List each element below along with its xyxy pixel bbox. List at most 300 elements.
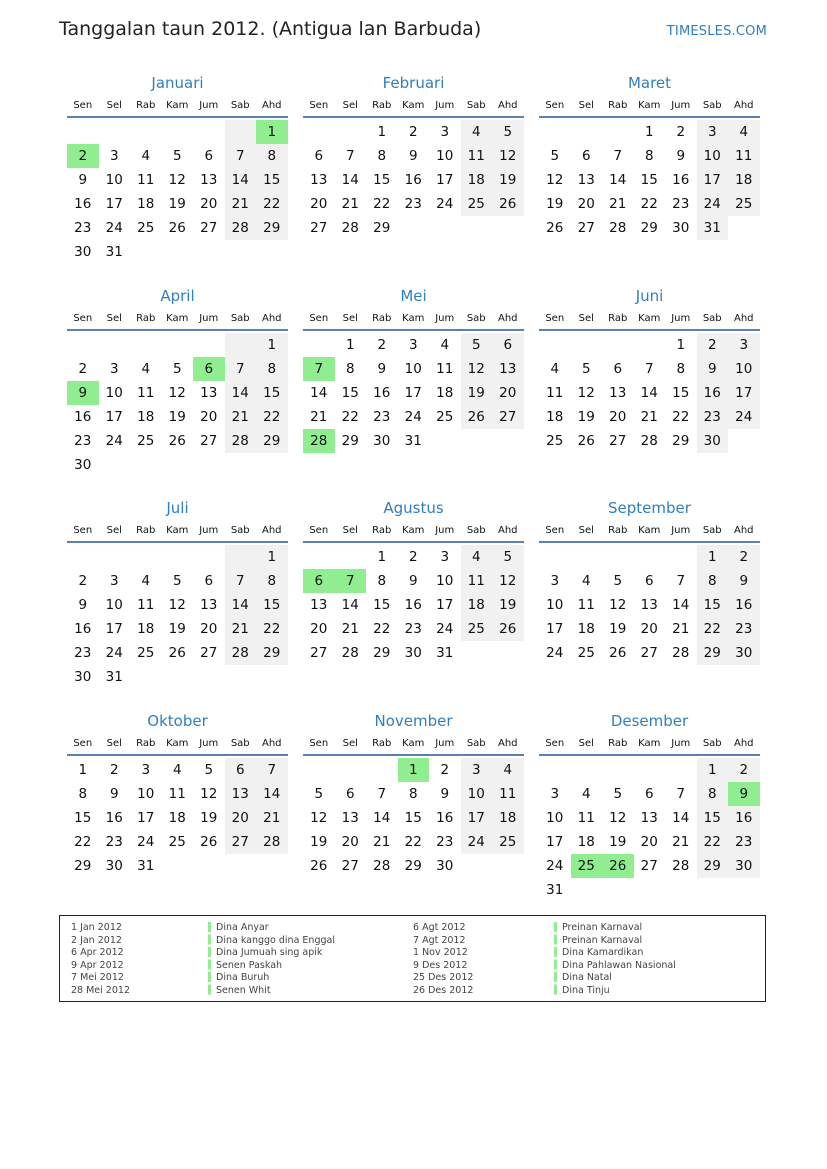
day-cell: 7 — [225, 569, 257, 593]
empty-cell — [225, 545, 257, 569]
day-cell: 14 — [225, 381, 257, 405]
day-cell: 5 — [550, 148, 560, 164]
weekday-label: Sen — [73, 525, 93, 536]
day-cell: 19 — [200, 809, 218, 826]
day-cell: 29 — [373, 645, 391, 661]
day-cell: 9 — [697, 357, 729, 381]
month-title: Desember — [610, 711, 689, 730]
weekday-label: Kam — [402, 100, 425, 111]
day-cell: 14 — [609, 172, 627, 188]
day-cell: 10 — [697, 144, 729, 168]
weekday-label: Sen — [545, 312, 565, 324]
weekday-label: Jum — [671, 100, 691, 111]
day-cell: 13 — [492, 357, 524, 381]
weekday-label: Rab — [608, 525, 628, 536]
day-cell: 24 — [546, 645, 564, 661]
empty-cell — [225, 665, 257, 689]
legend-dates-right — [413, 922, 473, 997]
day-cell: 8 — [676, 360, 686, 377]
weekday-label: Kam — [166, 737, 189, 749]
day-cell: 5 — [172, 148, 182, 164]
day-cell: 26 — [168, 645, 186, 661]
legend-date: 7 Mei 2012 — [71, 972, 124, 983]
day-cell: 25 — [436, 408, 454, 425]
day-cell: 3 — [697, 120, 729, 144]
legend-date: 25 Des 2012 — [413, 972, 474, 983]
empty-cell — [193, 854, 225, 878]
day-cell: 21 — [640, 408, 658, 425]
day-cell: 18 — [577, 621, 595, 637]
day-cell: 16 — [404, 172, 422, 188]
empty-cell — [571, 333, 603, 357]
day-cell: 12 — [310, 809, 328, 826]
day-cell: 7 — [256, 758, 288, 782]
day-cell: 4 — [141, 148, 151, 164]
empty-cell — [193, 120, 225, 144]
day-cell: 8 — [256, 569, 288, 593]
day-cell: 14 — [225, 168, 257, 192]
day-cell: 5 — [492, 120, 524, 144]
weekday-label: Jum — [435, 525, 455, 536]
day-cell: 3 — [141, 761, 151, 778]
empty-cell — [162, 240, 194, 264]
day-cell: 10 — [728, 357, 760, 381]
day-cell: 1 — [676, 336, 686, 353]
day-cell: 13 — [341, 809, 359, 826]
day-cell: 26 — [609, 645, 627, 661]
day-cell: 16 — [728, 593, 760, 617]
weekday-label: Kam — [402, 737, 425, 749]
day-cell: 7 — [676, 785, 686, 802]
day-cell: 21 — [341, 196, 359, 212]
weekday-label: Kam — [638, 737, 661, 749]
empty-cell — [67, 333, 99, 357]
month-title: Januari — [151, 74, 204, 92]
day-cell: 18 — [577, 833, 595, 850]
day-cell: 4 — [141, 360, 151, 377]
day-grid — [303, 545, 524, 665]
day-cell: 24 — [404, 408, 422, 425]
empty-cell — [162, 545, 194, 569]
day-cell: 27 — [640, 857, 658, 874]
day-cell: 23 — [728, 830, 760, 854]
month-november — [303, 708, 524, 921]
weekday-label: Sel — [106, 100, 122, 111]
empty-cell — [193, 545, 225, 569]
day-cell: 13 — [609, 384, 627, 401]
day-cell: 17 — [105, 408, 123, 425]
day-cell: 5 — [461, 333, 493, 357]
day-cell: 8 — [697, 569, 729, 593]
day-cell: 5 — [314, 785, 324, 802]
day-cell: 14 — [672, 809, 690, 826]
day-cell: 4 — [550, 360, 560, 377]
day-cell: 17 — [697, 168, 729, 192]
legend-holiday-name: Dina Tinju — [562, 984, 610, 996]
day-cell: 13 — [577, 172, 595, 188]
day-cell: 27 — [492, 405, 524, 429]
weekday-label: Kam — [638, 525, 661, 536]
day-cell: 6 — [204, 148, 214, 164]
weekday-header — [303, 96, 524, 118]
day-cell: 17 — [105, 196, 123, 212]
day-cell: 21 — [310, 408, 328, 425]
day-cell: 31 — [546, 881, 564, 898]
day-cell: 23 — [697, 405, 729, 429]
brand-link[interactable]: TIMESLES.COM — [666, 24, 767, 39]
day-cell: 30 — [728, 641, 760, 665]
day-cell: 1 — [644, 124, 654, 140]
empty-cell — [634, 878, 666, 902]
empty-cell — [99, 453, 131, 477]
day-cell: 29 — [697, 641, 729, 665]
day-cell: 8 — [377, 148, 387, 164]
day-cell: 3 — [461, 758, 493, 782]
empty-cell — [225, 453, 257, 477]
day-cell: 22 — [341, 408, 359, 425]
day-cell: 26 — [577, 432, 595, 449]
day-cell: 30 — [404, 645, 422, 661]
empty-cell — [665, 878, 697, 902]
day-cell: 21 — [373, 833, 391, 850]
day-cell: 12 — [609, 809, 627, 826]
day-cell: 1 — [256, 333, 288, 357]
day-cell: 26 — [310, 857, 328, 874]
day-cell: 11 — [436, 360, 454, 377]
day-cell: 15 — [74, 809, 92, 826]
day-cell: 3 — [109, 148, 119, 164]
day-cell: 30 — [436, 857, 454, 874]
legend-names-right — [562, 922, 676, 997]
day-cell: 4 — [440, 336, 450, 353]
day-cell: 29 — [697, 854, 729, 878]
day-cell: 15 — [697, 593, 729, 617]
month-juli — [67, 495, 288, 708]
day-cell: 22 — [640, 196, 658, 212]
day-cell: 10 — [404, 360, 422, 377]
empty-cell — [67, 120, 99, 144]
day-cell: 3 — [440, 124, 450, 140]
weekday-label: Jum — [199, 525, 219, 536]
day-cell: 1 — [256, 120, 288, 144]
empty-cell — [130, 453, 162, 477]
weekday-label: Sen — [309, 737, 329, 749]
day-cell: 1 — [398, 758, 430, 782]
weekday-label: Sab — [702, 525, 722, 536]
day-cell: 18 — [137, 408, 155, 425]
day-cell: 14 — [225, 593, 257, 617]
day-cell: 13 — [200, 384, 218, 401]
day-grid — [67, 545, 288, 689]
day-cell: 24 — [105, 645, 123, 661]
empty-cell — [225, 120, 257, 144]
weekday-label: Ahd — [497, 312, 518, 324]
day-cell: 29 — [256, 429, 288, 453]
day-cell: 15 — [256, 381, 288, 405]
day-cell: 22 — [74, 833, 92, 850]
day-cell: 14 — [672, 597, 690, 613]
day-cell: 17 — [728, 381, 760, 405]
day-cell: 10 — [546, 597, 564, 613]
day-cell: 24 — [137, 833, 155, 850]
month-februari — [303, 70, 524, 283]
empty-cell — [602, 333, 634, 357]
day-cell: 22 — [256, 405, 288, 429]
day-cell: 4 — [141, 573, 151, 589]
weekday-label: Sen — [309, 525, 329, 536]
day-cell: 25 — [461, 192, 493, 216]
empty-cell — [193, 240, 225, 264]
day-cell: 29 — [256, 216, 288, 240]
day-cell: 23 — [728, 617, 760, 641]
day-cell: 20 — [200, 408, 218, 425]
weekday-header — [539, 309, 760, 331]
day-cell: 13 — [310, 597, 328, 613]
day-cell: 31 — [697, 216, 729, 240]
day-cell: 22 — [697, 830, 729, 854]
months-grid — [67, 70, 760, 920]
day-cell: 23 — [672, 196, 690, 212]
day-cell: 21 — [225, 617, 257, 641]
empty-cell — [225, 854, 257, 878]
weekday-label: Sel — [578, 312, 594, 324]
legend-date: 6 Agt 2012 — [413, 922, 466, 933]
weekday-label: Jum — [199, 312, 219, 324]
day-cell: 20 — [640, 621, 658, 637]
day-cell: 12 — [168, 172, 186, 188]
month-oktober — [67, 708, 288, 921]
empty-cell — [539, 758, 571, 782]
day-cell: 12 — [577, 384, 595, 401]
day-cell: 28 — [225, 216, 257, 240]
day-cell: 1 — [78, 761, 88, 778]
day-cell: 3 — [440, 549, 450, 565]
day-cell: 10 — [105, 597, 123, 613]
day-cell: 6 — [225, 758, 257, 782]
day-cell: 1 — [697, 545, 729, 569]
day-cell: 6 — [204, 573, 214, 589]
day-cell: 23 — [373, 408, 391, 425]
day-cell: 28 — [672, 857, 690, 874]
weekday-label: Sab — [702, 312, 722, 324]
day-cell: 2 — [728, 545, 760, 569]
empty-cell — [162, 665, 194, 689]
empty-cell — [634, 333, 666, 357]
empty-cell — [162, 453, 194, 477]
day-cell: 28 — [303, 429, 335, 453]
legend-date: 7 Agt 2012 — [413, 934, 466, 946]
weekday-label: Rab — [136, 737, 156, 749]
day-cell: 13 — [640, 597, 658, 613]
empty-cell — [492, 641, 524, 665]
legend-date: 2 Jan 2012 — [71, 934, 122, 946]
month-title: September — [608, 499, 691, 517]
empty-cell — [398, 216, 430, 240]
day-cell: 20 — [310, 621, 328, 637]
day-cell: 23 — [404, 196, 422, 212]
day-cell: 12 — [168, 384, 186, 401]
day-cell: 30 — [74, 669, 92, 685]
day-cell: 3 — [550, 573, 560, 589]
day-cell: 31 — [105, 244, 123, 260]
weekday-header — [67, 521, 288, 543]
legend-holiday-name: Senen Whit — [216, 984, 271, 996]
month-title: November — [374, 711, 453, 730]
day-cell: 17 — [404, 384, 422, 401]
day-cell: 11 — [546, 384, 564, 401]
empty-cell — [335, 758, 367, 782]
day-cell: 19 — [546, 196, 564, 212]
day-cell: 6 — [644, 785, 654, 802]
day-cell: 10 — [436, 573, 454, 589]
empty-cell — [602, 120, 634, 144]
empty-cell — [602, 758, 634, 782]
empty-cell — [697, 878, 729, 902]
weekday-label: Sab — [230, 100, 250, 111]
day-cell: 10 — [461, 782, 493, 806]
weekday-header — [67, 734, 288, 756]
day-cell: 6 — [303, 569, 335, 593]
month-title: April — [160, 286, 195, 305]
weekday-label: Kam — [638, 312, 661, 324]
weekday-label: Ahd — [497, 525, 518, 536]
weekday-label: Sab — [466, 100, 486, 111]
day-cell: 13 — [200, 172, 218, 188]
day-cell: 10 — [546, 809, 564, 826]
day-cell: 14 — [640, 384, 658, 401]
day-cell: 6 — [492, 333, 524, 357]
weekday-label: Sab — [230, 312, 250, 324]
legend-holiday-name: Dina Natal — [562, 972, 612, 983]
month-september — [539, 495, 760, 708]
day-cell: 6 — [345, 785, 355, 802]
day-grid — [303, 758, 524, 878]
day-cell: 26 — [546, 220, 564, 236]
day-cell: 15 — [697, 806, 729, 830]
weekday-label: Kam — [402, 525, 425, 536]
legend-date: 1 Nov 2012 — [413, 947, 468, 958]
day-cell: 14 — [341, 597, 359, 613]
weekday-label: Sel — [342, 525, 358, 536]
day-cell: 12 — [609, 597, 627, 613]
weekday-label: Sab — [466, 737, 486, 749]
day-cell: 27 — [310, 645, 328, 661]
weekday-label: Sab — [466, 525, 486, 536]
day-cell: 2 — [697, 333, 729, 357]
weekday-label: Sel — [106, 525, 122, 536]
day-cell: 19 — [609, 621, 627, 637]
day-cell: 16 — [74, 408, 92, 425]
day-cell: 27 — [341, 857, 359, 874]
weekday-label: Ahd — [261, 312, 282, 324]
month-desember — [539, 708, 760, 921]
day-cell: 2 — [440, 761, 450, 778]
weekday-label: Ahd — [733, 737, 754, 749]
day-cell: 11 — [577, 597, 595, 613]
day-cell: 1 — [377, 549, 387, 565]
weekday-header — [67, 96, 288, 118]
weekday-label: Sen — [545, 525, 565, 536]
weekday-label: Jum — [671, 737, 691, 749]
empty-cell — [461, 216, 493, 240]
empty-cell — [461, 429, 493, 453]
day-cell: 27 — [200, 645, 218, 661]
day-grid — [539, 333, 760, 453]
weekday-label: Rab — [372, 100, 392, 111]
day-cell: 15 — [373, 172, 391, 188]
weekday-label: Sel — [342, 737, 358, 749]
empty-cell — [99, 333, 131, 357]
empty-cell — [539, 120, 571, 144]
day-cell: 3 — [109, 360, 119, 377]
weekday-label: Ahd — [261, 100, 282, 111]
day-cell: 23 — [74, 220, 92, 236]
day-cell: 18 — [461, 593, 493, 617]
empty-cell — [256, 665, 288, 689]
empty-cell — [366, 758, 398, 782]
day-cell: 15 — [256, 593, 288, 617]
weekday-label: Rab — [136, 312, 156, 324]
weekday-label: Kam — [166, 525, 189, 536]
day-cell: 24 — [546, 857, 564, 874]
weekday-header — [303, 734, 524, 756]
day-cell: 27 — [225, 830, 257, 854]
weekday-label: Jum — [199, 100, 219, 111]
day-cell: 24 — [436, 621, 454, 637]
day-cell: 7 — [225, 357, 257, 381]
day-grid — [539, 758, 760, 902]
weekday-label: Jum — [435, 100, 455, 111]
day-cell: 30 — [672, 220, 690, 236]
day-cell: 12 — [200, 785, 218, 802]
weekday-label: Sab — [466, 312, 486, 324]
day-cell: 5 — [172, 573, 182, 589]
day-grid — [303, 120, 524, 240]
day-cell: 25 — [137, 432, 155, 449]
month-april — [67, 283, 288, 496]
weekday-label: Ahd — [733, 100, 754, 111]
empty-cell — [571, 545, 603, 569]
day-cell: 31 — [137, 857, 155, 874]
day-cell: 29 — [373, 220, 391, 236]
weekday-label: Sel — [578, 525, 594, 536]
day-cell: 5 — [581, 360, 591, 377]
day-cell: 8 — [697, 782, 729, 806]
day-cell: 18 — [461, 168, 493, 192]
empty-cell — [461, 641, 493, 665]
weekday-header — [539, 96, 760, 118]
day-cell: 7 — [613, 148, 623, 164]
day-cell: 7 — [303, 357, 335, 381]
empty-cell — [193, 333, 225, 357]
day-cell: 21 — [672, 833, 690, 850]
legend-date: 9 Des 2012 — [413, 959, 468, 971]
month-agustus — [303, 495, 524, 708]
month-title: Juni — [635, 286, 664, 305]
day-cell: 29 — [341, 432, 359, 449]
day-cell: 26 — [200, 833, 218, 850]
day-cell: 15 — [672, 384, 690, 401]
legend-holiday-name: Preinan Karnaval — [562, 934, 643, 946]
day-cell: 12 — [492, 569, 524, 593]
weekday-label: Kam — [638, 100, 661, 111]
day-cell: 24 — [105, 220, 123, 236]
day-cell: 31 — [404, 432, 422, 449]
day-cell: 28 — [225, 641, 257, 665]
day-cell: 5 — [492, 545, 524, 569]
empty-cell — [634, 545, 666, 569]
day-cell: 16 — [74, 196, 92, 212]
